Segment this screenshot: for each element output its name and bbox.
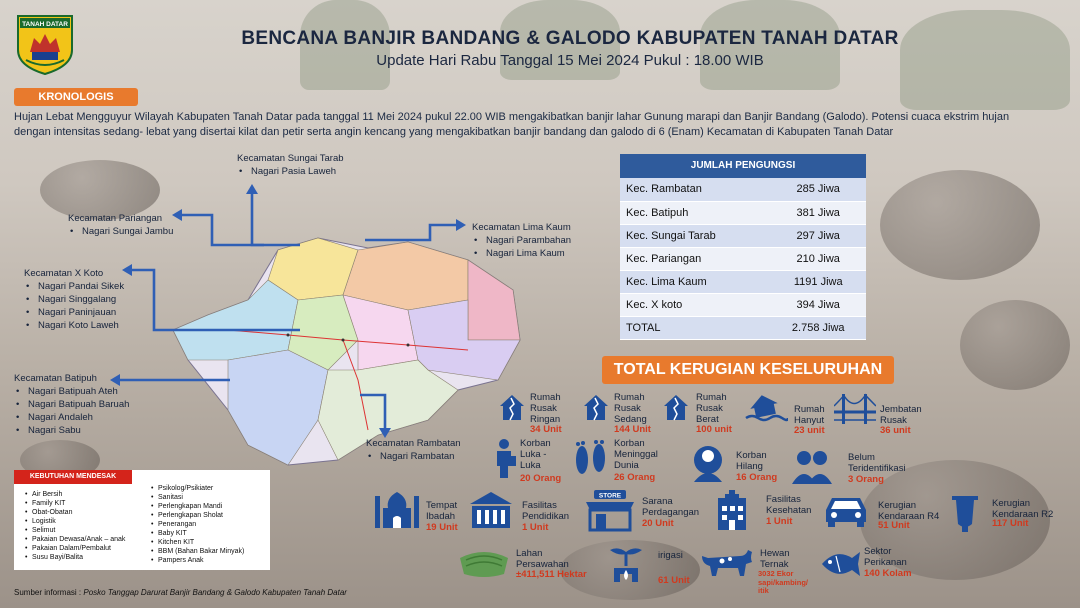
loss-label: Fasilitas Kesehatan bbox=[766, 494, 812, 516]
footprints-icon bbox=[572, 438, 610, 478]
loss-rumah-hanyut bbox=[744, 392, 834, 434]
bridge-icon bbox=[834, 392, 876, 426]
injured-person-icon bbox=[492, 438, 518, 480]
list-item: • Baby KIT bbox=[150, 529, 244, 538]
kecamatan-name: Kecamatan Rambatan bbox=[366, 438, 461, 449]
loss-sarana-perdagangan bbox=[584, 488, 714, 534]
pengungsi-table bbox=[620, 154, 866, 340]
kecamatan-name: Kecamatan Pariangan bbox=[68, 213, 163, 224]
irrigation-icon bbox=[606, 544, 646, 584]
loss-kendaraan-r4 bbox=[822, 490, 952, 536]
loss-label: Lahan Persawahan bbox=[516, 548, 569, 570]
loss-label: Fasilitas Pendidikan bbox=[522, 500, 570, 522]
loss-korban-meninggal bbox=[572, 438, 672, 488]
kecamatan-cell: Kec. X koto bbox=[620, 293, 770, 316]
jumlah-cell: 394 Jiwa bbox=[770, 293, 866, 316]
jumlah-cell: 297 Jiwa bbox=[770, 224, 866, 247]
kecamatan-cell: Kec. Sungai Tarab bbox=[620, 224, 770, 247]
unidentified-person-icon bbox=[790, 446, 834, 486]
loss-label: Kerugian Kendaraan R4 bbox=[878, 500, 940, 522]
nagari-item: • Nagari Parambahan bbox=[472, 234, 571, 247]
kecamatan-cell: TOTAL bbox=[620, 316, 770, 339]
list-item: • Obat-Obatan bbox=[24, 508, 125, 517]
loss-label: Jembatan Rusak bbox=[880, 404, 922, 426]
loss-sektor-perikanan bbox=[818, 544, 928, 588]
kecamatan-cell: Kec. Batipuh bbox=[620, 201, 770, 224]
loss-label: Rumah Rusak Berat bbox=[696, 392, 727, 425]
list-item: • Pampers Anak bbox=[150, 556, 244, 565]
list-item: • Susu Bayi/Balita bbox=[24, 553, 125, 562]
loss-label: Rumah Rusak Ringan bbox=[530, 392, 561, 425]
nagari-item: • Nagari Pandai Sikek bbox=[24, 280, 124, 293]
loss-value: ±411,511 Hektar bbox=[516, 569, 587, 580]
kecamatan-rambatan bbox=[366, 437, 461, 463]
loss-label: Rumah Hanyut bbox=[794, 404, 825, 426]
jumlah-cell: 1191 Jiwa bbox=[770, 270, 866, 293]
loss-value: 3032 Ekor sapi/kambing/ itik bbox=[758, 569, 809, 595]
loss-value: 1 Unit bbox=[522, 522, 549, 533]
loss-rumah-rusak-berat bbox=[662, 392, 742, 434]
store-icon bbox=[584, 488, 636, 532]
sumber-informasi bbox=[14, 588, 347, 597]
jumlah-cell: 381 Jiwa bbox=[770, 201, 866, 224]
list-item: • Family KIT bbox=[24, 499, 125, 508]
loss-label: Belum Teridentifikasi bbox=[848, 452, 906, 474]
jumlah-cell: 2.758 Jiwa bbox=[770, 316, 866, 339]
list-item: • Pakaian Dewasa/Anak – anak bbox=[24, 535, 125, 544]
kecamatan-cell: Kec. Rambatan bbox=[620, 178, 770, 201]
table-row bbox=[620, 224, 866, 247]
kecamatan-cell: Kec. Pariangan bbox=[620, 247, 770, 270]
loss-value: 3 Orang bbox=[848, 474, 884, 485]
kecamatan-lima-kaum bbox=[472, 221, 571, 260]
kebutuhan-list-1 bbox=[24, 490, 125, 562]
mosque-icon bbox=[372, 488, 422, 530]
nagari-item: • Nagari Sungai Jambu bbox=[68, 225, 173, 238]
jumlah-cell: 210 Jiwa bbox=[770, 247, 866, 270]
loss-value: 26 Orang bbox=[614, 472, 656, 483]
nagari-item: • Nagari Batipuah Ateh bbox=[14, 385, 129, 398]
house-damage-icon bbox=[498, 392, 526, 422]
car-icon bbox=[822, 490, 870, 528]
loss-irigasi bbox=[606, 544, 702, 588]
nagari-item: • Nagari Paninjauan bbox=[24, 306, 124, 319]
loss-value: 117 Unit bbox=[992, 518, 1029, 529]
list-item: • Air Bersih bbox=[24, 490, 125, 499]
sumber-text: Posko Tanggap Darurat Banjir Bandang & Galodo Kabupaten Tanah Datar bbox=[83, 588, 347, 597]
kecamatan-name: Kecamatan Sungai Tarab bbox=[237, 153, 344, 164]
hospital-icon bbox=[712, 488, 752, 532]
pengungsi-table-header: JUMLAH PENGUNGSI bbox=[620, 154, 866, 178]
loss-value: 20 Orang bbox=[520, 473, 562, 484]
loss-label: Rumah Rusak Sedang bbox=[614, 392, 647, 425]
nagari-item: • Nagari Pasia Laweh bbox=[237, 165, 344, 178]
loss-label: Korban Luka - Luka bbox=[520, 438, 551, 471]
list-item: • Kitchen KIT bbox=[150, 538, 244, 547]
loss-value: 1 Unit bbox=[766, 516, 793, 527]
logo-text: TANAH DATAR bbox=[22, 21, 68, 28]
kronologis-text bbox=[14, 110, 1064, 140]
loss-value: 16 Orang bbox=[736, 472, 778, 483]
loss-korban-luka bbox=[492, 438, 572, 488]
kronologis-line-1: Hujan Lebat Mengguyur Wilayah Kabupaten Tanah Datar pada tanggal 11 Mei 2024 pukul 22.00 WIB mengakibatkan banjir lahar Gunung marapi dan Banjir Bandang (Galodo). Potensi cuaca ekstrim hujan bbox=[14, 111, 1010, 123]
house-flood-icon bbox=[744, 392, 788, 424]
loss-value: 144 Unit bbox=[614, 424, 651, 435]
fish-icon bbox=[818, 544, 862, 584]
loss-hewan-ternak bbox=[700, 546, 820, 598]
table-row bbox=[620, 293, 866, 316]
nagari-item: • Nagari Lima Kaum bbox=[472, 247, 571, 260]
loss-label: Hewan Ternak bbox=[760, 548, 790, 570]
nagari-item: • Nagari Sabu bbox=[14, 424, 129, 437]
loss-value: 61 Unit bbox=[658, 575, 690, 586]
loss-belum-teridentifikasi bbox=[790, 446, 906, 488]
loss-rumah-rusak-sedang bbox=[582, 392, 662, 434]
page-subtitle: Update Hari Rabu Tanggal 15 Mei 2024 Pukul : 18.00 WIB bbox=[376, 52, 764, 69]
kecamatan-name: Kecamatan Batipuh bbox=[14, 373, 97, 384]
loss-lahan-persawahan bbox=[458, 544, 598, 586]
nagari-item: • Nagari Andaleh bbox=[14, 411, 129, 424]
loss-label: Korban Meninggal Dunia bbox=[614, 438, 658, 471]
kecamatan-x-koto bbox=[24, 267, 124, 332]
table-row-total bbox=[620, 316, 866, 339]
loss-kendaraan-r2 bbox=[950, 488, 1078, 534]
missing-person-icon bbox=[686, 444, 730, 484]
kebutuhan-list-2 bbox=[150, 484, 244, 565]
kecamatan-pariangan bbox=[68, 212, 173, 238]
sumber-prefix: Sumber informasi : bbox=[14, 588, 82, 597]
kronologis-line-2: dengan intensitas sedang- lebat yang disertai kilat dan petir serta angin kencang yang mengakibatkan banjir bandang dan galodo di 6 (Enam) Kecamatan di Kabupaten Tanah Datar bbox=[14, 126, 894, 138]
loss-tempat-ibadah bbox=[372, 488, 482, 534]
loss-value: 20 Unit bbox=[642, 518, 674, 529]
loss-value: 36 unit bbox=[880, 425, 911, 436]
list-item: • Psikolog/Psikiater bbox=[150, 484, 244, 493]
kecamatan-batipuh bbox=[14, 372, 129, 437]
loss-label: irigasi bbox=[658, 550, 683, 561]
loss-value: 19 Unit bbox=[426, 522, 458, 533]
list-item: • Sanitasi bbox=[150, 493, 244, 502]
table-row bbox=[620, 178, 866, 201]
tanah-datar-logo-icon bbox=[14, 12, 76, 76]
table-row bbox=[620, 270, 866, 293]
house-damage-icon bbox=[582, 392, 610, 422]
motorbike-icon bbox=[950, 488, 980, 532]
loss-label: Sektor Perikanan bbox=[864, 546, 907, 568]
loss-label: Kerugian Kendaraan R2 bbox=[992, 498, 1054, 520]
kebutuhan-mendesak-label: KEBUTUHAN MENDESAK bbox=[14, 470, 132, 484]
loss-fasilitas-pendidikan bbox=[468, 488, 578, 534]
loss-korban-hilang bbox=[686, 444, 786, 486]
loss-label: Sarana Perdagangan bbox=[642, 496, 700, 518]
table-row bbox=[620, 201, 866, 224]
kecamatan-cell: Kec. Lima Kaum bbox=[620, 270, 770, 293]
list-item: • Pakaian Dalam/Pembalut bbox=[24, 544, 125, 553]
loss-rumah-rusak-ringan bbox=[498, 392, 578, 434]
house-damage-icon bbox=[662, 392, 690, 422]
loss-value: 140 Kolam bbox=[864, 568, 912, 579]
nagari-item: • Nagari Singgalang bbox=[24, 293, 124, 306]
list-item: • BBM (Bahan Bakar Minyak) bbox=[150, 547, 244, 556]
store-sign-text: STORE bbox=[598, 492, 622, 500]
list-item: • Penerangan bbox=[150, 520, 244, 529]
loss-label: Korban Hilang bbox=[736, 450, 767, 472]
loss-label: Tempat Ibadah bbox=[426, 500, 458, 522]
list-item: • Selimut bbox=[24, 526, 125, 535]
list-item: • Perlengkapan Mandi bbox=[150, 502, 244, 511]
loss-fasilitas-kesehatan bbox=[712, 488, 832, 534]
school-icon bbox=[468, 488, 514, 530]
cow-icon bbox=[700, 546, 754, 580]
loss-value: 23 unit bbox=[794, 425, 825, 436]
kronologis-label: KRONOLOGIS bbox=[14, 88, 138, 106]
kecamatan-name: Kecamatan X Koto bbox=[24, 268, 104, 279]
loss-jembatan-rusak bbox=[834, 392, 934, 434]
table-row bbox=[620, 247, 866, 270]
list-item: • Logistik bbox=[24, 517, 125, 526]
kecamatan-sungai-tarab bbox=[237, 152, 344, 178]
list-item: • Perlengkapan Sholat bbox=[150, 511, 244, 520]
loss-value: 100 unit bbox=[696, 424, 732, 435]
nagari-item: • Nagari Batipuah Baruah bbox=[14, 398, 129, 411]
jumlah-cell: 285 Jiwa bbox=[770, 178, 866, 201]
page-title: BENCANA BANJIR BANDANG & GALODO KABUPATEN TANAH DATAR bbox=[241, 28, 899, 49]
loss-value: 51 Unit bbox=[878, 520, 910, 531]
nagari-item: • Nagari Rambatan bbox=[366, 450, 461, 463]
kerugian-title: TOTAL KERUGIAN KESELURUHAN bbox=[602, 356, 894, 384]
loss-value: 34 Unit bbox=[530, 424, 562, 435]
kecamatan-name: Kecamatan Lima Kaum bbox=[472, 222, 571, 233]
rice-field-icon bbox=[458, 544, 510, 578]
nagari-item: • Nagari Koto Laweh bbox=[24, 319, 124, 332]
